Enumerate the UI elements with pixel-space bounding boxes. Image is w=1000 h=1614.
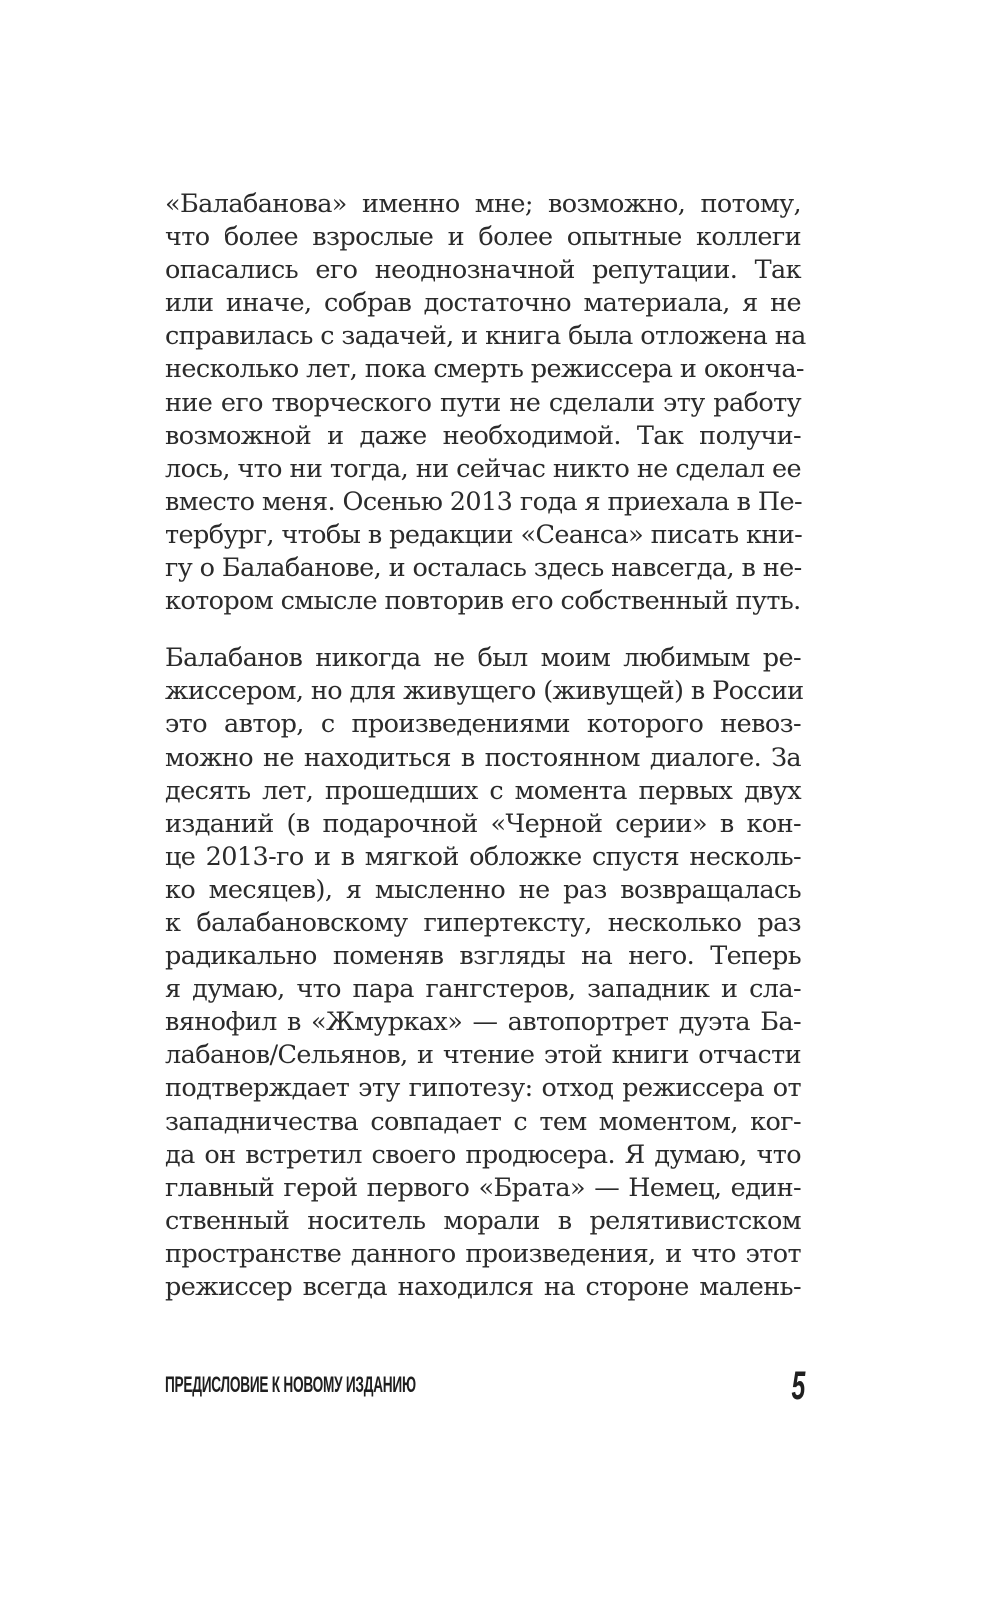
text-line: опасались его неоднозначной репутации. Так <box>165 255 801 286</box>
text-line: ственный носитель морали в релятивистском <box>165 1205 801 1236</box>
text-line: справилась с задачей, и книга была отложена на <box>165 321 806 352</box>
paragraph-2 <box>165 642 804 1304</box>
body-text <box>165 188 806 1304</box>
text-line: Балабанов никогда не был моим любимым ре- <box>165 643 801 674</box>
text-line: режиссер всегда находился на стороне малень- <box>165 1272 801 1302</box>
text-line: лось, что ни тогда, ни сейчас никто не сделал ее <box>165 453 801 484</box>
paragraph-1 <box>165 188 806 618</box>
text-line: це 2013-го и в мягкой обложке спустя несколь- <box>165 841 801 872</box>
text-line: ние его творческого пути не сделали эту работу <box>165 387 801 418</box>
text-line: радикально поменяв взгляды на него. Теперь <box>165 941 801 972</box>
text-line: главный герой первого «Брата» — Немец, един- <box>165 1172 801 1203</box>
text-line: лабанов/Сельянов, и чтение этой книги отчасти <box>165 1040 801 1071</box>
text-line: пространстве данного произведения, и что этот <box>165 1238 801 1269</box>
text-line: ко месяцев), я мысленно не раз возвращалась <box>165 874 801 905</box>
text-line: возможной и даже необходимой. Так получи- <box>165 420 801 451</box>
text-line: я думаю, что пара гангстеров, западник и сла- <box>165 974 801 1005</box>
text-line: или иначе, собрав достаточно материала, я не <box>165 288 801 319</box>
text-line: гу о Балабанове, и осталась здесь навсегда, в не- <box>165 553 802 584</box>
text-line: подтверждает эту гипотезу: отход режиссера от <box>165 1073 801 1104</box>
text-line: можно не находиться в постоянном диалоге. За <box>165 742 801 773</box>
text-line: изданий (в подарочной «Черной серии» в кон- <box>165 808 801 839</box>
page-footer <box>165 1364 805 1414</box>
text-line: тербург, чтобы в редакции «Сеанса» писать кни- <box>165 519 803 550</box>
text-line: это автор, с произведениями которого невоз- <box>165 709 801 740</box>
running-title: ПРЕДИСЛОВИЕ К НОВОМУ ИЗДАНИЮ <box>165 1372 416 1397</box>
text-line: жиссером, но для живущего (живущей) в России <box>165 676 804 707</box>
text-line: вянофил в «Жмурках» — автопортрет дуэта Ба- <box>165 1007 801 1038</box>
text-line: десять лет, прошедших с момента первых двух <box>165 775 801 806</box>
text-line: котором смысле повторив его собственный путь. <box>165 586 801 617</box>
page-number: 5 <box>791 1364 805 1408</box>
text-line: что более взрослые и более опытные коллеги <box>165 222 801 253</box>
paragraph-spacer <box>165 618 801 642</box>
text-line: к балабановскому гипертексту, несколько раз <box>165 907 801 938</box>
text-line: да он встретил своего продюсера. Я думаю, что <box>165 1139 801 1170</box>
text-line: западничества совпадает с тем моментом, ког- <box>165 1106 801 1137</box>
text-line: «Балабанова» именно мне; возможно, потому, <box>165 189 801 219</box>
text-line: вместо меня. Осенью 2013 года я приехала в Пе- <box>165 486 803 517</box>
text-line: несколько лет, пока смерть режиссера и оконча- <box>165 354 804 385</box>
